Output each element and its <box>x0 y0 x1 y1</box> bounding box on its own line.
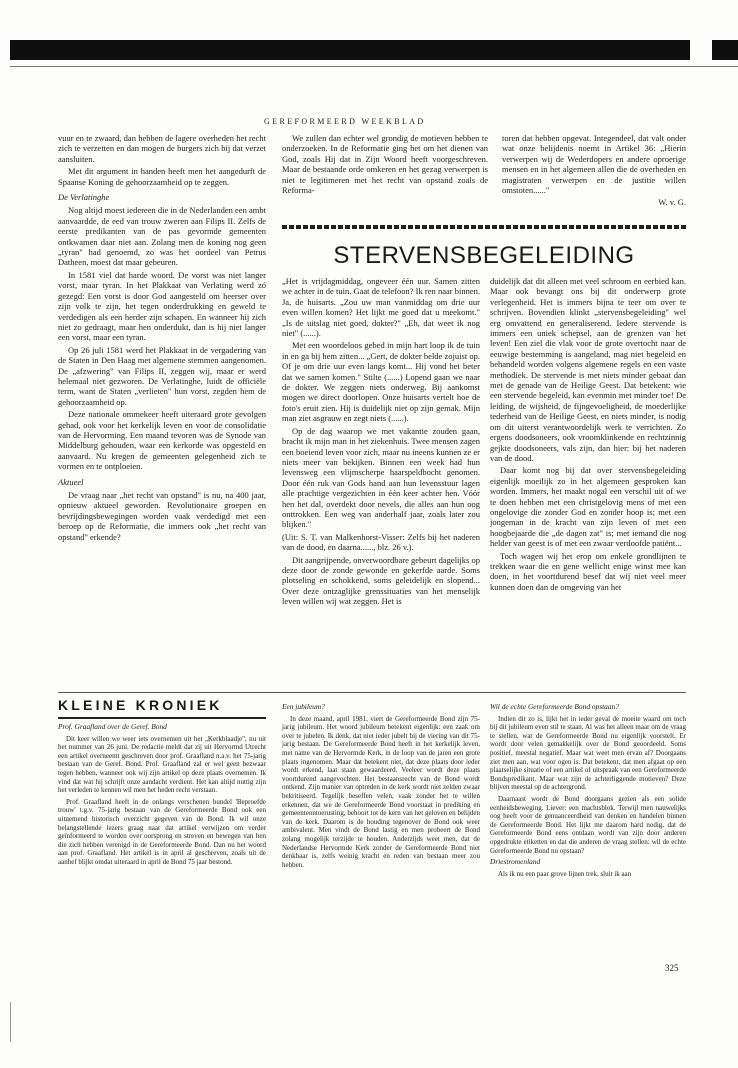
column-left <box>58 133 266 544</box>
paragraph: Prof. Graafland heeft in de onlangs verschenen bundel 'Beproefde trouw' t.g.v. 75-jarig bestaan van de Gereformeerde Bond ook een uitnemend historisch overzicht gegeven van de Bond. Ik wil onze belangstellende lezers graag naar dat artikel verwijzen om verder geïnformeerd te worden over oorsprong en streven en bewegen van hen die zich hebben verenigd in de Gereformeerde Bond. Dan nu het woord aan prof. Graafland. Het artikel is in april al geschreven, zoals uit de aanhef blijkt omdat uiteraard in april de Bond 75 jaar bestond. <box>58 797 266 866</box>
article-title: STERVENSBEGELEIDING <box>333 242 635 269</box>
kroniek-column-right <box>490 703 686 881</box>
paragraph: Deze nationale ommekeer heeft uiteraard grote gevolgen gehad, ook voor het kerkelijk leven en voor de consolidatie van de Hervorming. Een maand tevoren was de Synode van Middelburg gehouden, waar een kerkorde was opgesteld en aanvaard. Nu kregen de gemeenten gelegenheid zich te vormen en te ontploeien. <box>58 409 266 472</box>
article-column-right <box>490 276 686 594</box>
article-column-left <box>282 276 480 609</box>
paragraph: vuur en te zwaard, dan hebben de lagere overheden het recht zich te verzetten en dan mogen de burgers zich bij dat verzet aansluiten. <box>58 133 266 164</box>
kroniek-column-middle <box>282 703 480 872</box>
paragraph: De vraag naar „het recht van opstand" is nu, na 400 jaar, opnieuw aktueel geworden. Revolutionaire groepen en bevrijdingsbewegingen worden vaak verdedigd met een beroep op de Reformatie, die immers ook „het recht van opstand" erkende? <box>58 490 266 542</box>
paragraph: Dit keer willen we weer iets overnemen uit het „Kerkblaadje", nu uit het nummer van 26 juni. De redactie meldt dat zij uit Hervormd Utrecht een artikel overneemt geschreven door prof. Graafland n.a.v. het 75-jarig bestaan van de Geref. Bond. Prof. Graafland zal er wel geen bezwaar tegen hebben, wanneer ook wij zijn artikel op deze plaats overnemen. Ik vind dat wat hij schrijft onze aandacht verdient. Het kan altijd nuttig zijn het verleden te kennen wil men het heden recht verstaan. <box>58 734 266 795</box>
kroniek-heading: Driestromenland <box>490 857 541 867</box>
section-divider <box>58 692 686 693</box>
source-citation: (Uit: S. T. van Malkenhorst-Visser: Zelfs bij het naderen van de dood, en daarna......, blz. 26 v.). <box>282 531 480 553</box>
kroniek-heading: Prof. Graafland over de Geref. Bond <box>58 722 167 731</box>
scan-edge-mark <box>10 1002 11 1042</box>
paragraph: Op de dag waarop we met vakantie zouden gaan, bracht ik mijn man in het ziekenhuis. Twee mensen zagen een boeiend leven voor zich, maar nu ineens kunnen ze er niets meer van bekijken. Binnen een week had hun levensweg een vlijmscherpe haarspeldbocht genomen. Door één ruk van Gods hand aan hun levensstuur lagen alle prachtige vergezichten in één keer achter hen. Vóór hen het dal, overdekt door nevels, die alles aan hun oog onttrokken. Een weg van anderhalf jaar, zoals later zou blijken." <box>282 425 480 530</box>
kroniek-column-left <box>58 723 266 870</box>
kroniek-heading: Wil de echte Gereformeerde Bond opstaan? <box>490 702 619 711</box>
top-black-bar <box>10 40 738 60</box>
paragraph: In deze maand, april 1981, viert de Gereformeerde Bond zijn 75-jarig jubileum. Het woord jubileum betekent eigenlijk: een zaak om over te jubelen. Ik denk, dat niet ieder jubelt bij de viering van dit 75-jarig bestaan. De Gereformeerde Bond heeft in het kerkelijk leven, met name van de Hervormde Kerk, in de loop van de jaren een grote plaats ingenomen. Maar dat betekent niet, dat deze plaats door ieder wordt erkend, laat staan gewaardeerd. Veeleer wordt deze plaats voortdurend aangevochten. Het bestaansrecht van de Bond wordt ontkend. Zijn manier van optreden in de kerk wordt niet zelden zwaar bekritiseerd. Tegelijk beseffen velen, vaak zonder het te willen erkennen, dat we de Gereformeerde Bond voorstaat in prediking en gemeenteontoerusting, behoort tot de kern van het geloven en belijden van de kerk. Daarom is de houding tegenover de Bond ook weer ambivalent. Men vindt de Bond lastig en men probeert de Bond zolang mogelijk terzijde te houden. Anderzijds weet men, dat de Nederlandse Hervormde Kerk zonder de Gereformeerde Bond niet denkbaar is, zelfs weinig kracht en reden van bestaan meer zou hebben. <box>282 714 480 869</box>
decorative-dash-rule <box>282 225 686 229</box>
paragraph: In 1581 viel dat harde woord. De vorst was niet langer vorst, maar tyran. In het Plakkaat van Verlating werd zó gezegd: Een vorst is door God aangesteld om heerser over zijn volk te zijn, het tegen onderdrukking en geweld te verdedigen als een herder zijn schapen. En wanneer hij zich niet zo gedraagt, maar hen onderdukt, dan is hij niet langer een vorst, maar een tyran. <box>58 269 266 343</box>
paragraph: Dit aangrijpende, onverwoordbare gebeurt dagelijks op deze door de zonde gewonde en gekerfde aarde. Soms plotseling en schokkend, soms geleidelijk en slopend... Over deze ontzaglijke grenssituaties van het menselijk leven willen wij wat zeggen. Het is <box>282 554 480 607</box>
kroniek-heading: Een jubileum? <box>282 702 325 711</box>
paragraph: Met een woordeloos gebed in mijn hart loop ik de tuin in en ga bij hem zitten... „Gert, de dokter belde zojuist op. Of je om drie uur even langs komt... Hij vond het beter dat we samen komen." Stilte (......) Lopend gaan we naar de dokter. We zeggen niets onderweg. Bij aankomst mogen we direct doorlopen. Onze huisarts vertelt hoe de foto's eruit zien. Hij is duidelijk niet op zijn gemak. Mijn man ziet asgrauw en zegt niets (......). <box>282 340 480 424</box>
paragraph: Op 26 juli 1581 werd het Plakkaat in de vergadering van de Staten in Den Haag met algemene stemmen aangenomen. De „afzwering" van Filips II, zeggen wij, maar er werd helemaal niet gezworen. De Verlatinghe, luidt de officiële term, want de Staten „verlieten" hun vorst, zegden hem de gehoorzaamheid op. <box>58 344 266 407</box>
paragraph: toren dat hebben opgevat. Integendeel, dat valt onder wat onze belijdenis noemt in Artikel 36: „Hierin verwerpen wij de Wederdopers en andere oproerige mensen en in het algemeen allen die de overheden en magistraten verwerpen en de justitie willen omstoten......" <box>502 133 686 196</box>
paragraph: Daar komt nog bij dat over stervensbegeleiding eigenlijk moeilijk zo in het algemeen gesproken kan worden. Immers, het maakt nogal een verschil uit of we te doen hebben met een christgelovig mens of met een ongelovige die zonder God en zonder hoop is; met een jongeman in de kracht van zijn leven of met een hoogbejaarde die „de dagen zat" is; met iemand die nog helder van geest is of met een zwaar verdoofde patiënt... <box>490 465 686 549</box>
top-rule <box>10 66 738 67</box>
top-bar-gap <box>690 40 712 60</box>
author-signature: W. v. G. <box>658 197 686 208</box>
page-number: 325 <box>665 963 679 973</box>
section-heading-verlatinghe: De Verlatinghe <box>58 192 110 203</box>
kleine-kroniek-title: KLEINE KRONIEK <box>58 697 266 719</box>
column-right <box>502 133 686 210</box>
column-middle <box>282 133 488 197</box>
running-head: GEREFORMEERD WEEKBLAD <box>264 117 426 126</box>
paragraph: duidelijk dat dit alleen met veel schroom en eerbied kan. Maar ook bevangt ons bij dit onderwerp grote verlegenheid. Het is immers bijna te teer om over te schrijven. Bovendien klinkt „stervensbegeleiding" wel erg omvattend en generaliserend. Iedere stervende is immers een uniek schepsel, aan de grenzen van het leven! Een ziel die vlak voor de grote overtocht naar de eeuwige bestemming is aangeland, mag niet begeleid en behandeld worden volgens algemene regels en een vaste methodiek. De stervende is met niets minder gebaat dan met de genade van de Heilige Geest. Dat betekent: wie een stervende begeleid, kan evenmin met minder toe! De leiding, de wijsheid, de fijngevoeligheid, de moederlijke tederheid van de Heilige Geest, en niets minder, is nodig om dit uiterst verantwoordelijk werk te verrichten. Zo ergens doodsoneers, ook vroomklinkende en rechtzinnig gejkte doodsoneers, vals zijn, dan hier: bij het naderen van de dood. <box>490 276 686 463</box>
paragraph: Toch wagen wij het erop om enkele grondlijnen te trekken waar die en gene wellicht enige winst mee kan doen, in het voortdurend besef dat wij niet veel meer kunnen doen dan de omgeving van het <box>490 550 686 592</box>
paragraph: Indien dit zo is, lijkt het in ieder geval de moeite waard om toch bij dit jubileum even stil te staan. Al was het alleen maar om de vraag te stellen, wat de Gereformeerde Bond nu eigenlijk voorstelt. Er wordt door velen gemakkelijk over de Bond geoordeeld. Soms positief, meestal negatief. Maar wat weet men ervan af? Doorgaans ziet men aan, wat voor ogen is. Dat betekent, dat men afgaat op een plaatselijke situatie of een artikel of uitspraak van een Gereformeerde Bondspredikant. Maar wat zijn de achterliggende motieven? Deze blijven meestal op de achtergrond. <box>490 714 686 792</box>
section-heading-aktueel: Aktueel <box>58 476 84 487</box>
paragraph: Als ik nu een paar grove lijnen trek, sluit ik aan <box>498 869 632 878</box>
paragraph: Met dit argument in handen heeft men het aangedurft de Spaanse Koning de gehoorzaamheid op te zeggen. <box>58 166 266 187</box>
paragraph: Nog altijd moest iedereen die in de Nederlanden een ambt aanvaardde, de eed van trouw zweren aan Filips II. Zelfs de eerste predikanten van de pas gevormde gemeenten ontkwamen daar niet aan. Zolang men de koning nog geen „tyran" had genoemd, zo was het oordeel van Petrus Datheen, moest dat maar gebeuren. <box>58 205 266 268</box>
paragraph: We zullen dan echter wel grondig de motieven hebben te onderzoeken. In de Reformatie ging het om het dienen van God, zoals Hij dat in Zijn Woord heeft voorgeschreven. Maar de bestaande orde omkeren en het gezag verwerpen is niet te legitimeren met het recht van opstand zoals de Reforma- <box>282 133 488 196</box>
paragraph: Daarnaast wordt de Bond doorgaans gezien als een solide eenheidsbeweging. Liever: een machtsblok. Terwijl men nauwelijks oog heeft voor de genuanceerdheid van denken en handelen binnen de Gereformeerde Bond. Het lijkt me daarom hard nodig, dat de Gereformeerde Bond eens ontdaan wordt van zijn door anderen opgedrukte etiketten en dat die anderen de vraag stellen: wil de echte Gereformeerde Bond nu opstaan? <box>490 794 686 855</box>
paragraph: „Het is vrijdagmiddag, ongeveer één uur. Samen zitten we achter in de tuin. Gaat de telefoon? Ik ren naar binnen. Ja, de huisarts. „Zou uw man vanmiddag om drie uur even willen komen? Het lijkt me goed dat u meekomt." „Is de uitslag niet goed, dokter?" „Eh, dat weet ik nog niet" (......). <box>282 276 480 339</box>
